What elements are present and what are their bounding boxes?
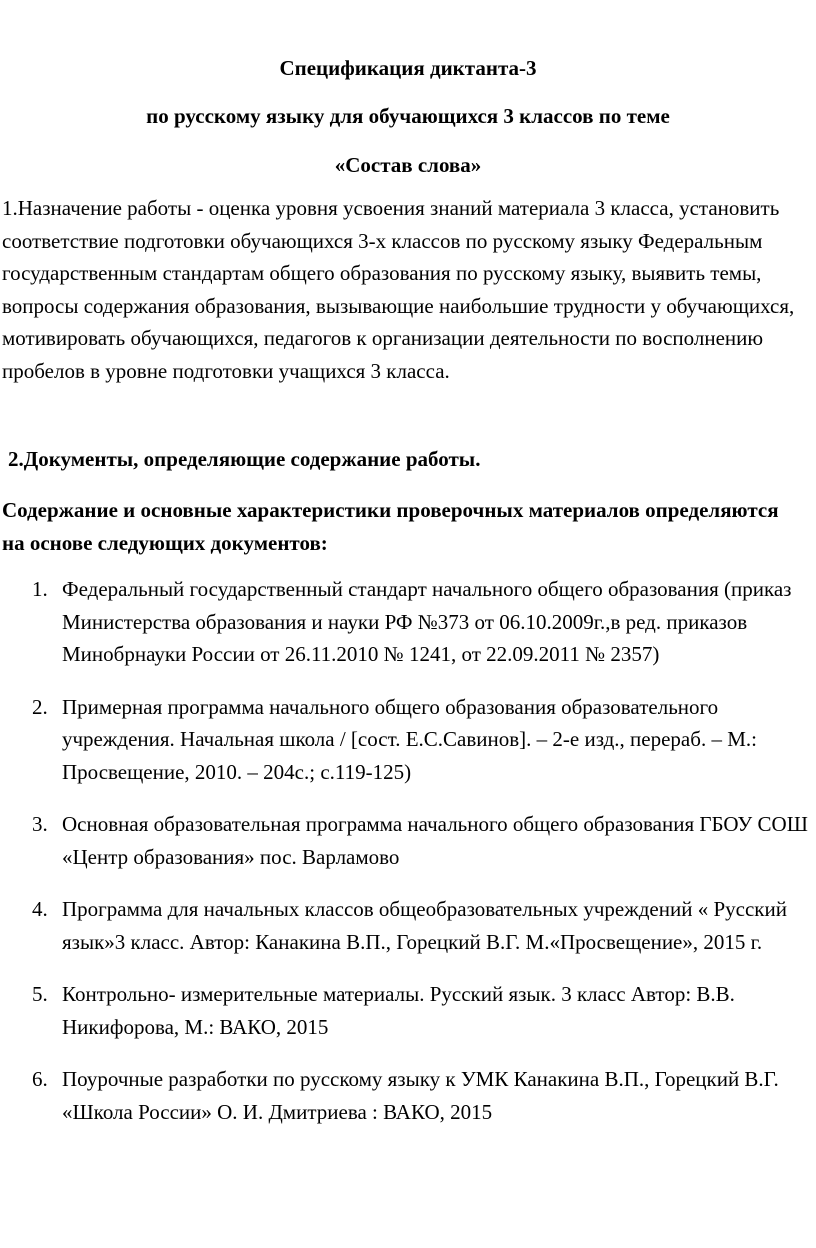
list-item bbox=[0, 1063, 816, 1128]
list-item-number: 4. bbox=[32, 897, 48, 921]
list-item-text: Поурочные разработки по русскому языку к УМК Канакина В.П., Горецкий В.Г. «Школа России» О. И. Дмитриева : ВАКО, 2015 bbox=[62, 1067, 779, 1124]
list-item bbox=[0, 978, 816, 1043]
document-subtitle: по русскому языку для обучающихся 3 классов по теме bbox=[146, 104, 670, 128]
purpose-paragraph: 1.Назначение работы - оценка уровня усвоения знаний материала 3 класса, установить соответствие подготовки обучающихся 3-х классов по русскому языку Федеральным государственным стандартам общего образования по русскому языку, выявить темы, вопросы содержания образования, вызывающие наибольшие трудности у обучающихся, мотивировать обучающихся, педагогов к организации деятельности по восполнению пробелов в уровне подготовки учащихся 3 класса. bbox=[2, 196, 795, 383]
list-item-number: 3. bbox=[32, 812, 48, 836]
list-item-text: Основная образовательная программа начального общего образования ГБОУ СОШ «Центр образования» пос. Варламово bbox=[62, 812, 808, 869]
document-title: Спецификация диктанта-3 bbox=[279, 56, 537, 80]
list-item-number: 5. bbox=[32, 982, 48, 1006]
list-item-number: 6. bbox=[32, 1067, 48, 1091]
list-item-text: Федеральный государственный стандарт начального общего образования (приказ Министерства образования и науки РФ №373 от 06.10.2009г.,в ред. приказов Минобрнауки России от 26.11.2010 № 1241, от 22.09.2011 № 2357) bbox=[62, 577, 792, 666]
documents-heading: 2.Документы, определяющие содержание работы. bbox=[8, 447, 481, 471]
list-item bbox=[0, 808, 816, 873]
documents-intro: Содержание и основные характеристики проверочных материалов определяются на основе следующих документов: bbox=[2, 498, 779, 555]
document-topic: «Состав слова» bbox=[334, 153, 482, 177]
list-item-number: 2. bbox=[32, 694, 48, 719]
list-item bbox=[0, 691, 816, 789]
list-item-text: Программа для начальных классов общеобразовательных учреждений « Русский язык»3 класс. Автор: Канакина В.П., Горецкий В.Г. М.«Просвещение», 2015 г. bbox=[62, 897, 787, 954]
list-item bbox=[0, 893, 816, 958]
list-item bbox=[0, 573, 816, 671]
documents-list bbox=[0, 573, 816, 1148]
list-item-text: Примерная программа начального общего образования образовательного учреждения. Начальная школа / [сост. Е.С.Савинов]. – 2-е изд., перераб. – М.: Просвещение, 2010. – 204с.; с.119-125) bbox=[62, 694, 757, 784]
list-item-number: 1. bbox=[32, 577, 48, 601]
list-item-text: Контрольно- измерительные материалы. Русский язык. 3 класс Автор: В.В. Никифорова, М.: ВАКО, 2015 bbox=[62, 982, 735, 1039]
